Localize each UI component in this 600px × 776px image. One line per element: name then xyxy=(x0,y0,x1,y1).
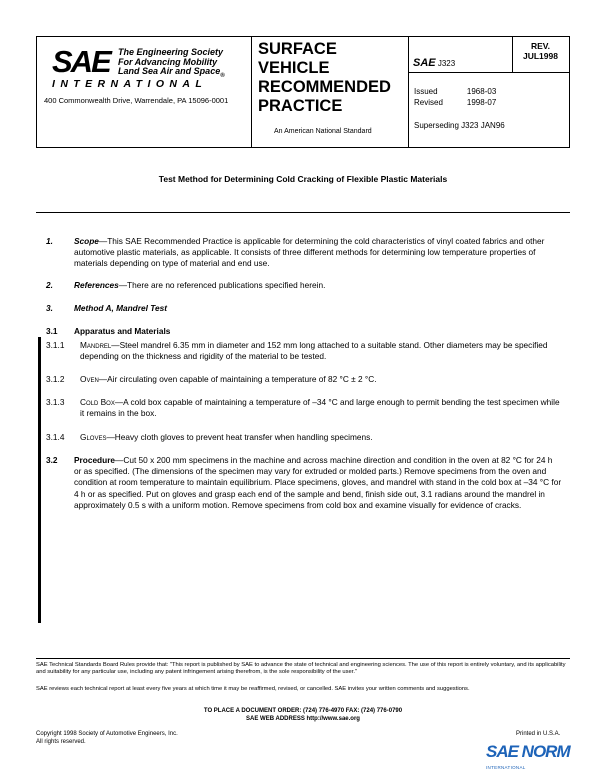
subsection-number: 3.1.4 xyxy=(46,432,65,442)
section-procedure xyxy=(74,455,562,511)
subsection-text: —Steel mandrel 6.35 mm in diameter and 152 mm long attached to a suitable stand. Other diameters may be specified depending on the thickness and rigidity of the material to be tested. xyxy=(80,340,548,362)
subsection-oven xyxy=(80,374,562,385)
revision-bar xyxy=(38,337,41,623)
section-number: 3. xyxy=(46,303,53,313)
section-heading: Scope xyxy=(74,236,99,246)
revised-date: 1998-07 xyxy=(466,98,497,107)
header-divider xyxy=(408,72,569,73)
doc-number: J323 xyxy=(437,59,456,68)
header-divider xyxy=(512,37,513,72)
section-number: 3.2 xyxy=(46,455,58,465)
issue-dates xyxy=(414,86,520,108)
copyright-line: Copyright 1998 Society of Automotive Engineers, Inc. xyxy=(36,731,178,737)
subsection-number: 3.1.3 xyxy=(46,397,65,407)
section-heading: Procedure xyxy=(74,455,116,465)
copyright-line: All rights reserved. xyxy=(36,738,86,745)
section-number: 2. xyxy=(46,280,53,290)
rev-label: REV. xyxy=(530,41,551,51)
section-text: —This SAE Recommended Practice is applicable for determining the cold characteristics of vinyl coated fabrics and other automotive plastic materials, as applicable. It consists of three different methods for determining low temperature properties of materials depending on type of material and end use. xyxy=(74,236,545,269)
society-tagline xyxy=(118,48,225,81)
international-wordmark: INTERNATIONAL xyxy=(52,78,208,90)
doc-type-line: VEHICLE xyxy=(258,59,330,77)
web-address: SAE WEB ADDRESS http://www.sae.org xyxy=(246,716,360,722)
section-heading: Apparatus and Materials xyxy=(74,326,171,336)
document-type xyxy=(258,40,391,116)
subsection-number: 3.1.1 xyxy=(46,340,65,350)
doc-type-line: RECOMMENDED xyxy=(258,78,391,96)
subsection-mandrel xyxy=(80,340,562,362)
term: Oven xyxy=(80,374,99,384)
sae-norm-logo: SAE NORM xyxy=(486,742,570,761)
review-statement: SAE reviews each technical report at least every five years at which time it may be reaffirmed, revised, or cancelled. SAE invites your written comments and suggestions. xyxy=(36,686,470,692)
subsection-text: —Heavy cloth gloves to prevent heat transfer when handling specimens. xyxy=(106,432,373,442)
header-divider xyxy=(408,37,409,147)
term: Cold Box xyxy=(80,397,115,407)
issued-label: Issued xyxy=(414,87,438,96)
subsection-text: —A cold box capable of maintaining a temperature of –34 °C and large enough to permit bending the test specimen while it remains in the box. xyxy=(80,397,560,419)
address: 400 Commonwealth Drive, Warrendale, PA 15096-0001 xyxy=(44,96,229,105)
section-text: —Cut 50 x 200 mm specimens in the machine and across machine direction and condition in the oven at 82 °C for 24 h or as specified. (The dimensions of the specimen may vary for extruded or molded parts.) Remove specimens from the oven and condition at room temperature to maintain equilibrium. Place specimens, gloves, and mandrel with stand in the cold box at –34 °C for 4 h or as specified. Put on gloves and grasp each end of the sample and bend, finish side out, 3.1 radians around the mandrel in approximately 0.5 s with a uniform motion. Remove specimens from cold box and examine visually for evidence of cracks. xyxy=(74,455,562,510)
section-text: —There are no referenced publications specified herein. xyxy=(118,280,326,290)
subsection-number: 3.1.2 xyxy=(46,374,65,384)
subsection-cold-box xyxy=(80,397,562,419)
section-heading: Method A, Mandrel Test xyxy=(74,303,167,313)
section-apparatus xyxy=(74,326,562,337)
sae-logo: SAE xyxy=(52,44,110,79)
tagline-line: For Advancing Mobility xyxy=(118,56,218,67)
copyright xyxy=(36,731,178,746)
subsection-text: —Air circulating oven capable of maintaining a temperature of 82 °C ± 2 °C. xyxy=(98,374,377,384)
doc-type-line: SURFACE xyxy=(258,40,337,58)
term: Gloves xyxy=(80,432,107,442)
subsection-gloves xyxy=(80,432,562,443)
revision-box xyxy=(523,41,558,61)
title-rule xyxy=(36,212,570,213)
issued-date: 1968-03 xyxy=(466,87,497,96)
section-heading: References xyxy=(74,280,119,290)
section-scope xyxy=(74,236,562,270)
document-title: Test Method for Determining Cold Cracking of Flexible Plastic Materials xyxy=(158,174,448,184)
superseding: Superseding J323 JAN96 xyxy=(414,121,505,130)
sae-small-logo: SAE xyxy=(413,57,436,69)
order-line: TO PLACE A DOCUMENT ORDER: (724) 776-4970 FAX: (724) 776-0790 xyxy=(203,708,403,714)
standard-note: An American National Standard xyxy=(274,128,372,135)
printed-in: Printed in U.S.A. xyxy=(516,731,561,737)
header-divider xyxy=(251,37,252,147)
document-number xyxy=(413,57,455,69)
footer-rule xyxy=(36,658,570,659)
tagline-line: The Engineering Society xyxy=(118,47,224,57)
section-references xyxy=(74,280,562,291)
term: Mandrel xyxy=(80,340,112,350)
rev-date: JUL1998 xyxy=(523,51,558,61)
doc-type-line: PRACTICE xyxy=(258,97,343,115)
sae-norm-subtitle: INTERNATIONAL xyxy=(486,765,526,770)
section-number: 1. xyxy=(46,236,53,246)
revised-label: Revised xyxy=(414,98,443,107)
tagline-line: Land Sea Air and Space$_®$ xyxy=(118,66,225,79)
section-method-a xyxy=(74,303,562,314)
policy-statement: SAE Technical Standards Board Rules provide that: "This report is published by SAE to advance the state of technical and engineering sciences. The use of this report is entirely voluntary, and its applicability and suitability for any particular use, including any patent infringement arising therefrom, is the sole responsibility of the user." xyxy=(36,662,566,676)
section-number: 3.1 xyxy=(46,326,58,336)
